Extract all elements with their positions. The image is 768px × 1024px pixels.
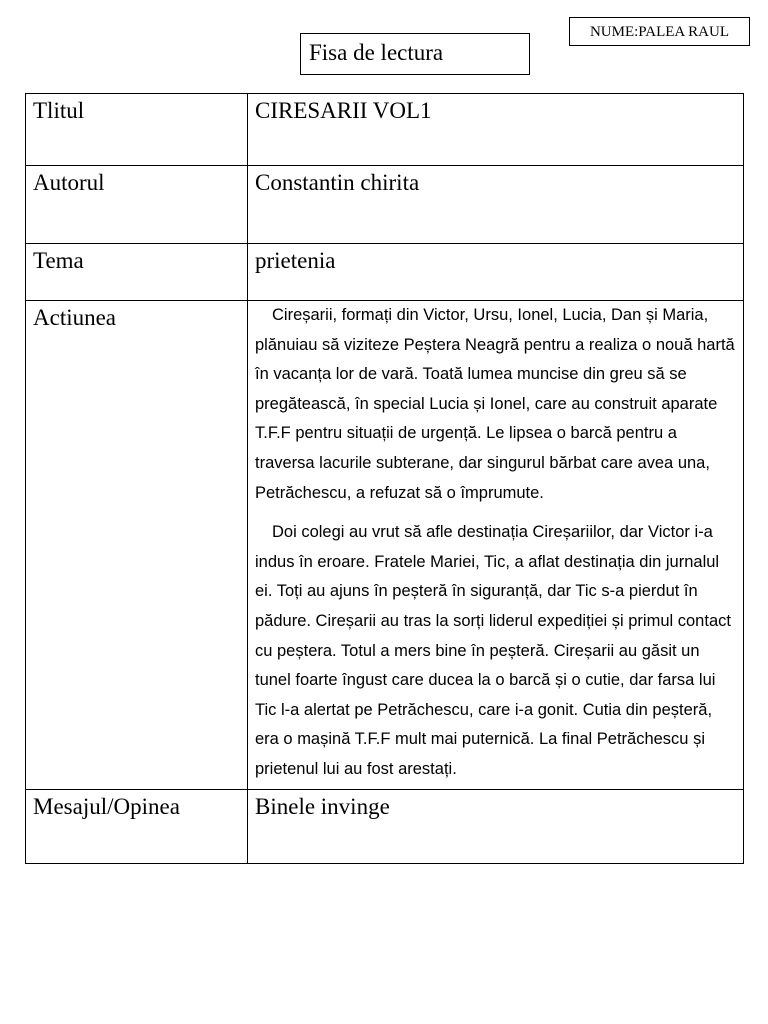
table-row-action [26,301,744,790]
action-summary [248,301,744,790]
title-value: CIRESARII VOL1 [248,94,744,166]
author-value: Constantin chirita [248,166,744,244]
table-row-author [26,166,744,244]
action-paragraph-2: Doi colegi au vrut să afle destinația Cireșariilor, dar Victor i-a indus în eroare. Fratele Mariei, Tic, a aflat destinația din jurnalul ei. Toți au ajuns în peșteră în siguranță, dar Tic s-a pierdut în pădure. Cireșarii au tras la sorți liderul expediției și primul contact cu peștera. Totul a mers bine în peșteră. Cireșarii au găsit un tunel foarte îngust care ducea la o barcă și o cutie, dar farsa lui Tic l-a alertat pe Petrăchescu, care i-a gonit. Cutia din peșteră, era o mașină T.F.F mult mai puternică. La final Petrăchescu și prietenul lui au fost arestați. [255,523,731,778]
action-paragraph-1: Cireșarii, formați din Victor, Ursu, Ionel, Lucia, Dan și Maria, plănuiau să viziteze Peștera Neagră pentru a realiza o nouă hartă în vacanța lor de vară. Toată lumea muncise din greu să se pregătească, în special Lucia și Ionel, care au construit aparate T.F.F pentru situații de urgență. Le lipsea o barcă pentru a traversa lacurile subterane, dar singurul bărbat care avea una, Petrăchescu, a refuzat să o împrumute. [255,306,735,502]
message-value: Binele invinge [248,789,744,863]
title-label: Tlitul [26,94,248,166]
author-label: Autorul [26,166,248,244]
theme-value: prietenia [248,244,744,301]
student-name-box: NUME:PALEA RAUL [569,17,750,46]
theme-label: Tema [26,244,248,301]
table-row-title [26,94,744,166]
table-row-message [26,789,744,863]
message-label: Mesajul/Opinea [26,789,248,863]
action-label: Actiunea [26,301,248,790]
table-row-theme [26,244,744,301]
reading-sheet-table [25,93,744,864]
document-title: Fisa de lectura [300,33,530,75]
